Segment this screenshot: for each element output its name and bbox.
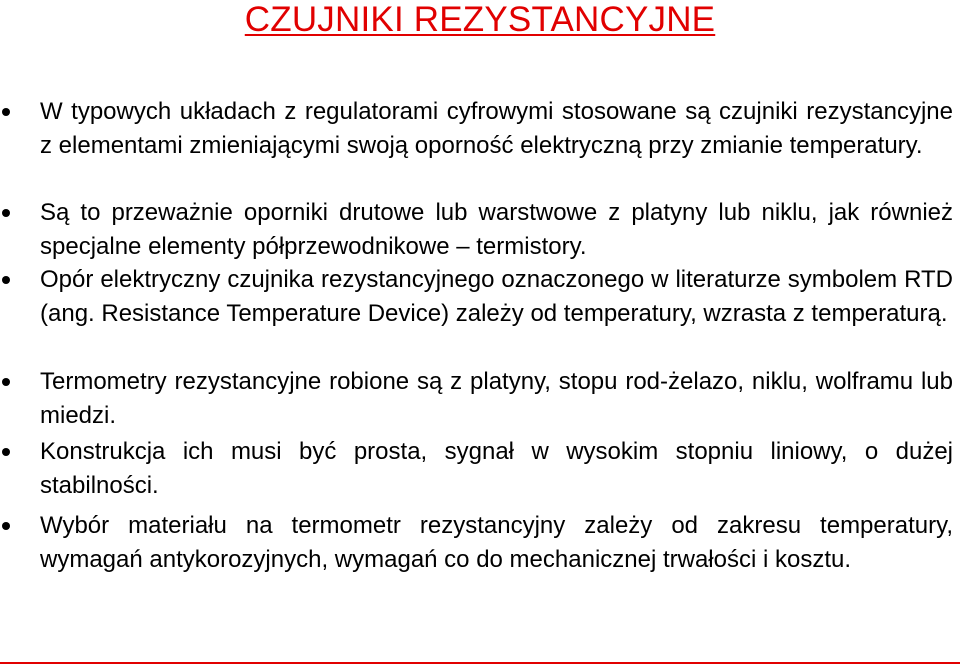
bullet-dot-icon bbox=[2, 108, 10, 116]
bullet-text: Konstrukcja ich musi być prosta, sygnał w wysokim stopniu liniowy, o dużej stabilności. bbox=[40, 438, 953, 499]
bullet-dot-icon bbox=[2, 448, 10, 456]
bottom-divider bbox=[0, 662, 960, 664]
bullet-text: Opór elektryczny czujnika rezystancyjnego oznaczonego w literaturze symbolem RTD (ang. Resistance Temperature Device) zależy od temperatury, wzrasta z temperaturą. bbox=[40, 266, 953, 327]
bullet-text: W typowych układach z regulatorami cyfrowymi stosowane są czujniki rezystancyjne z elementami zmieniającymi swoją oporność elektryczną przy zmianie temperatury. bbox=[40, 98, 953, 159]
bullet-dot-icon bbox=[2, 522, 10, 530]
bullet-text: Termometry rezystancyjne robione są z platyny, stopu rod-żelazo, niklu, wolframu lub miedzi. bbox=[40, 368, 953, 429]
bullet-text: Są to przeważnie oporniki drutowe lub warstwowe z platyny lub niklu, jak również specjalne elementy półprzewodnikowe – termistory. bbox=[40, 199, 953, 260]
bullet-dot-icon bbox=[2, 276, 10, 284]
bullet-dot-icon bbox=[2, 209, 10, 217]
bullet-dot-icon bbox=[2, 378, 10, 386]
bullet-text: Wybór materiału na termometr rezystancyjny zależy od zakresu temperatury, wymagań antykorozyjnych, wymagań co do mechanicznej trwałości i kosztu. bbox=[40, 512, 953, 573]
title-area bbox=[0, 0, 960, 40]
slide-title: CZUJNIKI REZYSTANCYJNE bbox=[244, 0, 716, 39]
